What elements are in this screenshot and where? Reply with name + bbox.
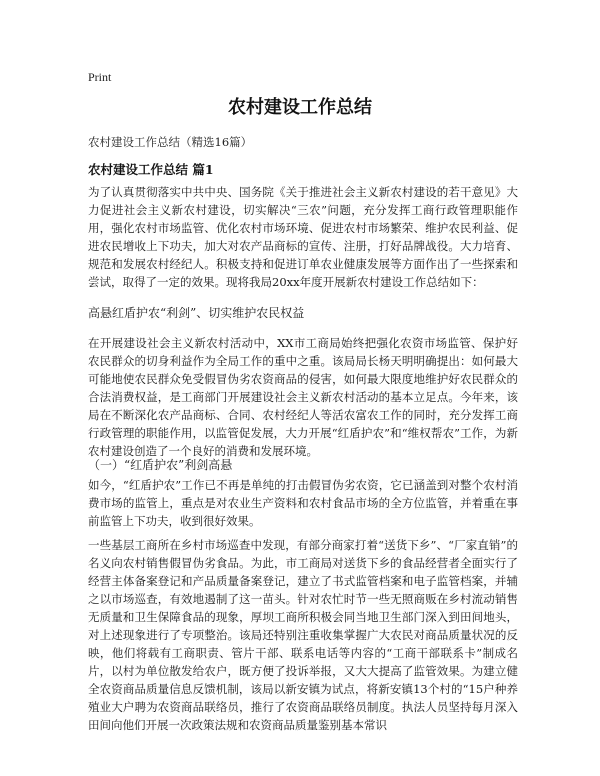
paragraph-section-one: 如今，“红盾护农”工作已不再是单纯的打击假冒伪劣农资，它已涵盖到对整个农村消费市场的监管上，重点是对农业生产资料和农村食品市场的全方位监管，并着重在事前监管上下功夫，收到很好效果。 xyxy=(88,478,518,528)
subheading-red-shield: 高悬红盾护农“利剑”、切实维护农民权益 xyxy=(88,306,305,320)
paragraph-grassroots: 一些基层工商所在乡村市场巡查中发现，有部分商家打着“送货下乡”、“厂家直销”的名义向农村销售假冒伪劣食品。为此，市工商局对送货下乡的食品经营者全面实行了经营主体备案登记和产品质量备案登记，建立了书式监管档案和电子监管档案，并辅之以市场巡查，有效地遏制了这一苗头。针对农忙时节一些无照商贩在乡村流动销售无质量和卫生保障食品的现象，厚坝工商所积极会同当地卫生部门深入到田间地头，对上述现象进行了专项整治。该局还特别注重收集掌握广大农民对商品质量状况的反映，他们将载有工商职责、管片干部、联系电话等内容的“工商干部联系卡”制成名片，以村为单位散发给农户，既方便了投诉举报，又大大提高了监管效果。为建立健全农资商品质量信息反馈机制，该局以新安镇为试点，将新安镇13个村的“15户种养殖业大户聘为农资商品联络员，推行了农资商品联络员制度。执法人员坚持每月深入田间向他们开展一次政策法规和农资商品质量鉴别基本常识 xyxy=(88,538,518,732)
subheading-section-one: （一）“红盾护农”利剑高悬 xyxy=(88,458,233,472)
paragraph-red-shield: 在开展建设社会主义新农村活动中，XX市工商局始终把强化农资市场监管、保护好农民群众的切身利益作为全局工作的重中之重。该局局长杨天明明确提出：如何最大可能地使农民群众免受假冒伪劣农资商品的侵害，如何最大限度地维护好农民群众的合法消费权益，是工商部门开展建设社会主义新农村活动的基本立足点。今年来，该局在不断深化农产品商标、合同、农村经纪人等活农富农工作的同时，充分发挥工商行政管理的职能作用，以监管促发展，大力开展“红盾护农”和“维权帮农”工作，为新农村建设创造了一个良好的消费和发展环境。 xyxy=(88,336,518,458)
print-link[interactable]: Print xyxy=(88,70,112,84)
section-heading: 农村建设工作总结 篇1 xyxy=(88,162,214,177)
document-title: 农村建设工作总结 xyxy=(228,97,372,118)
paragraph-intro: 为了认真贯彻落实中共中央、国务院《关于推进社会主义新农村建设的若干意见》大力促进社会主义新农村建设，切实解决“三农”问题，充分发挥工商行政管理职能作用，强化农村市场监管、优化农村市场环境、促进农村市场繁荣、维护农民利益、促进农民增收上下功夫，加大对农产品商标的宣传、注册，打好品牌战役。大力培育、规范和发展农村经纪人。积极支持和促进订单农业健康发展等方面作出了一些探索和尝试，取得了一定的效果。现将我局20xx年度开展新农村建设工作总结如下： xyxy=(88,185,518,289)
document-subtitle: 农村建设工作总结（精选16篇） xyxy=(88,135,253,149)
